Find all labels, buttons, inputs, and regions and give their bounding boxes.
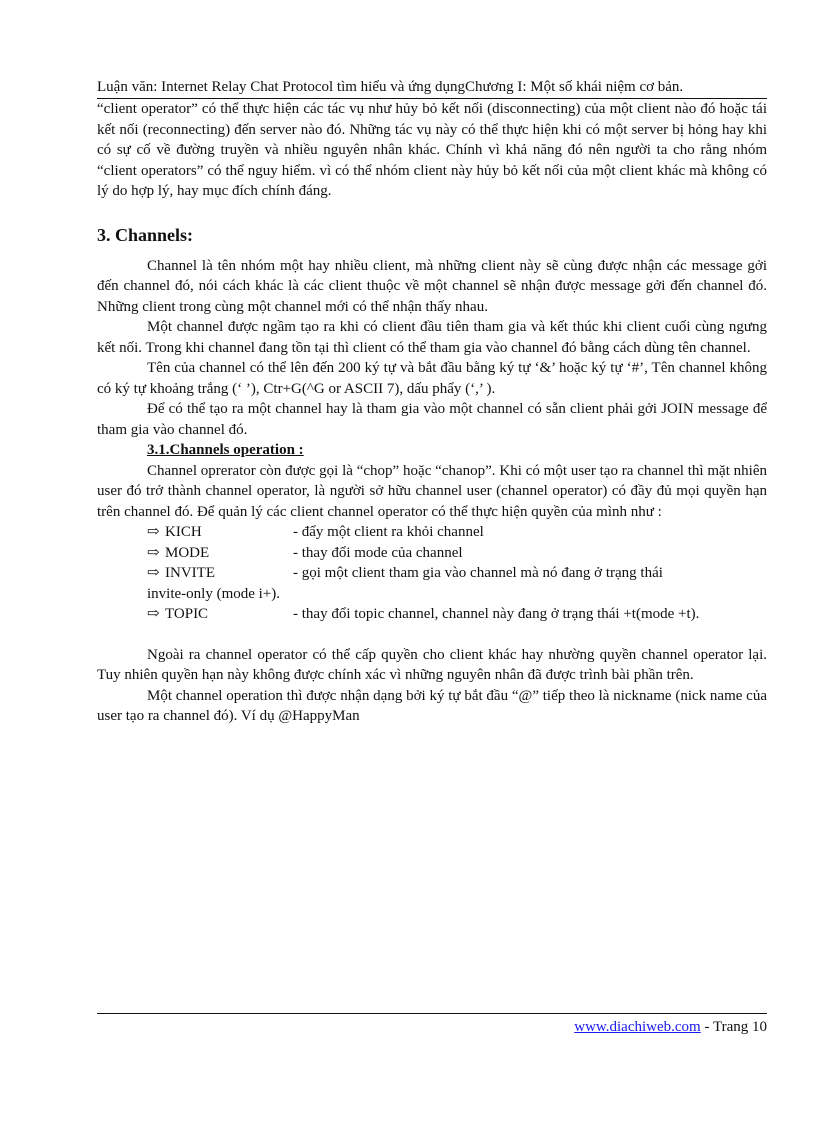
paragraph: Channel oprerator còn được gọi là “chop” hoặc “chanop”. Khi có một user tạo ra channel thì mặt nhiên user đó trở thành channel operator, là người sở hữu channel user (channel operator) có đầy đủ mọi quyền hạn trên channel đó. Để quản lý các client channel operator có thể thực hiện quyền của mình như : [97, 462, 767, 520]
paragraph: Một channel được ngầm tạo ra khi có client đầu tiên tham gia và kết thúc khi client cuối cùng ngưng kết nối. Trong khi channel đang tồn tại thì client có thể tham gia vào channel đó bằng cách dùng tên channel. [97, 319, 767, 356]
paragraph: Channel là tên nhóm một hay nhiều client, mà những client này sẽ cùng được nhận các message gởi đến channel đó, nói cách khác là các client thuộc về một channel sẽ nhận được message gởi đến channel đó. Những client trong cùng một channel mới có thể nhận thấy nhau. [97, 257, 767, 315]
command-item-kick [147, 522, 767, 543]
paragraph: Tên của channel có thể lên đến 200 ký tự và bắt đầu bằng ký tự ‘&’ hoặc ký tự ‘#’, Tên channel không có ký tự khoảng trắng (‘ ’), Ctr+G(^G or ASCII 7), dấu phẩy (‘,’ ). [97, 360, 767, 397]
page-content [97, 99, 767, 727]
page-footer [574, 1019, 767, 1036]
command-desc: - thay đổi mode của channel [293, 544, 463, 561]
page-number: - Trang 10 [700, 1019, 767, 1035]
section-heading-channels: 3. Channels: [97, 224, 194, 245]
page-header: Luận văn: Internet Relay Chat Protocol tìm hiểu và ứng dụngChương I: Một số khái niệm cơ bản. [97, 78, 767, 99]
command-item-topic [147, 604, 767, 625]
command-name: KICH [165, 524, 202, 540]
command-desc: - đẩy một client ra khỏi channel [293, 524, 484, 540]
spacer [97, 625, 767, 645]
arrow-right-icon: ⇨ [147, 565, 160, 581]
subsection-heading-channels-operation: 3.1.Channels operation : [147, 442, 304, 458]
command-desc-continuation: invite-only (mode i+). [147, 585, 281, 602]
command-desc: - gọi một client tham gia vào channel mà nó đang ở trạng thái [293, 565, 663, 581]
paragraph: Một channel operation thì được nhận dạng bởi ký tự bắt đầu “@” tiếp theo là nickname (nick name của user tạo ra channel đó). Ví dụ @HappyMan [97, 687, 767, 724]
arrow-right-icon: ⇨ [147, 544, 160, 561]
intro-paragraph: “client operator” có thể thực hiện các tác vụ như hủy bỏ kết nối (disconnecting) của một client nào đó hoặc tái kết nối (reconnecting) đến server nào đó. Những tác vụ này có thể thực hiện khi có một server bị hỏng hay khi có sự cố về đường truyền và nhiều nguyên nhân khác. Chính vì khả năng đó nên người ta cho rằng nhóm “client operators” có thể nguy hiểm. vì có thể nhóm client này hủy bỏ kết nối của một client khác mà không có lý do hợp lý, hay mục đích chính đáng. [97, 101, 767, 199]
footer-divider [97, 1013, 767, 1014]
command-desc: - thay đổi topic channel, channel này đang ở trạng thái +t(mode +t). [293, 606, 700, 622]
paragraph: Ngoài ra channel operator có thể cấp quyền cho client khác hay nhường quyền channel operator lại. Tuy nhiên quyền hạn này không được chính xác vì những nguyên nhân đã được trình bài phần trên. [97, 646, 767, 683]
command-name: TOPIC [165, 606, 209, 622]
arrow-right-icon: ⇨ [147, 524, 160, 540]
command-name: MODE [165, 544, 210, 561]
command-name: INVITE [165, 565, 215, 581]
arrow-right-icon: ⇨ [147, 606, 160, 622]
footer-link[interactable]: www.diachiweb.com [574, 1019, 701, 1035]
command-item-invite [147, 563, 767, 584]
paragraph: Để có thể tạo ra một channel hay là tham gia vào một channel có sẵn client phải gởi JOIN message để tham gia vào channel đó. [97, 401, 767, 438]
command-item-mode [147, 543, 767, 564]
